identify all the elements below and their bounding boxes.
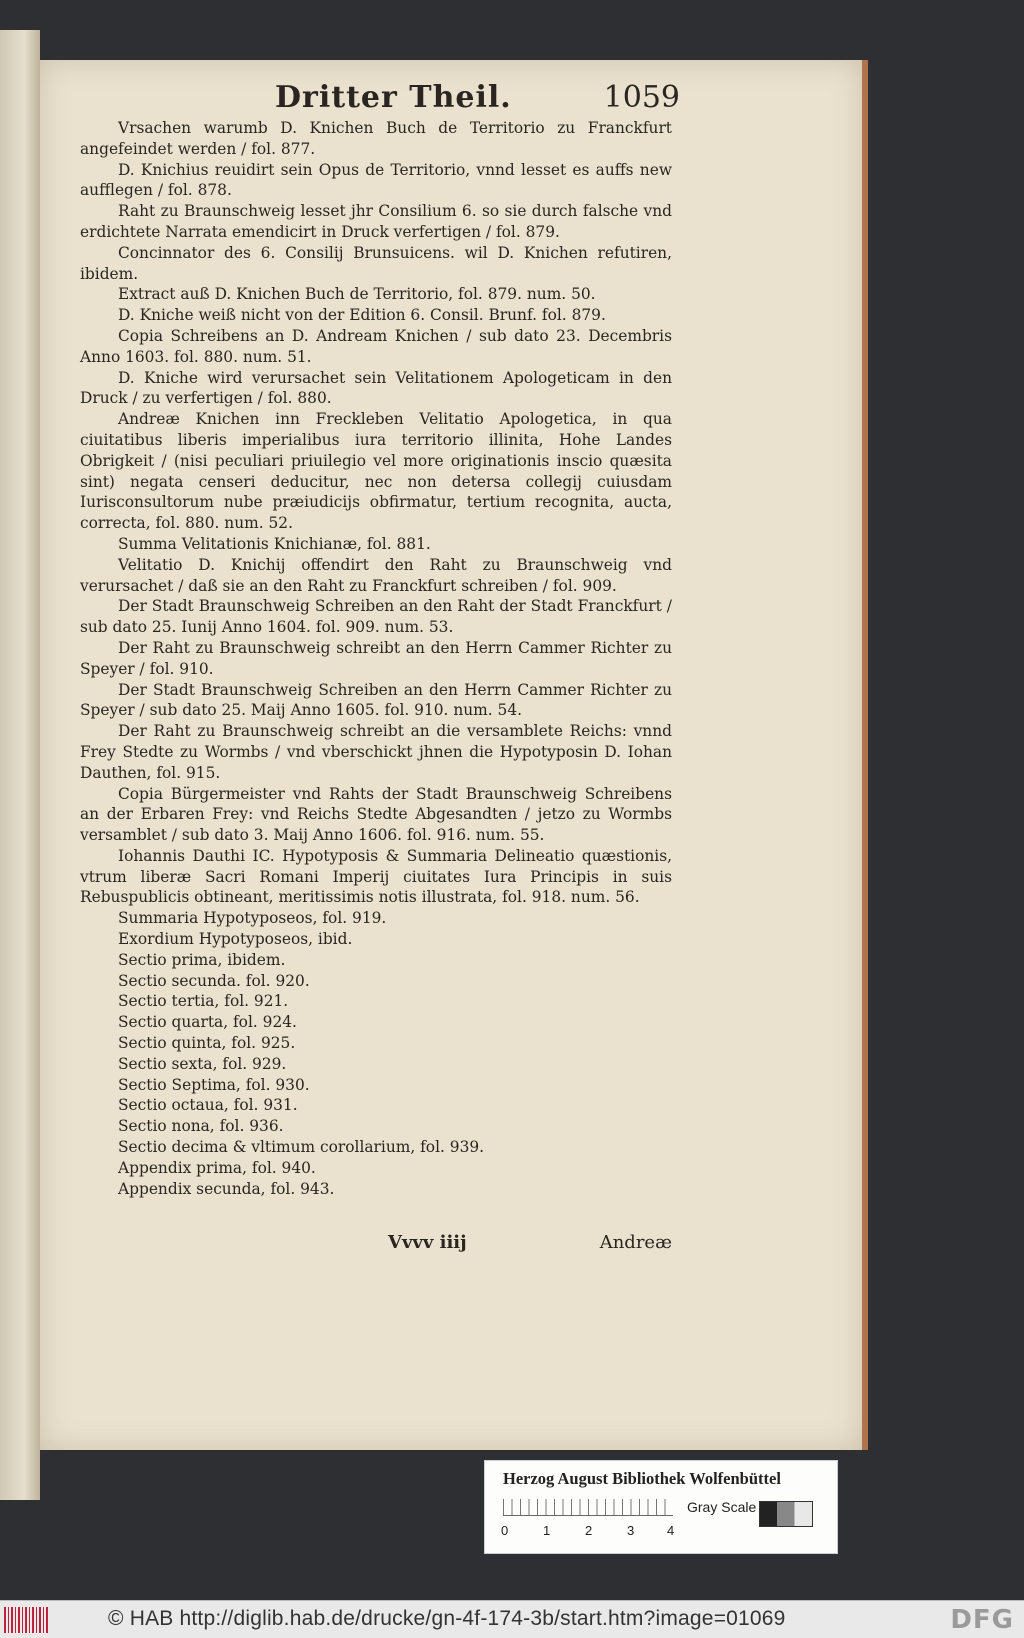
- index-entry: Iohannis Dauthi IC. Hypotyposis & Summaria Delineatio quæstionis, vtrum liberæ Sacri Romani Imperij ciuitates Iura Principis in suis Rebuspublicis obtineant, meritissimis notis illustrata, fol. 918. num. 56.: [80, 846, 672, 907]
- left-page-edge: [0, 30, 40, 1500]
- index-entry: Sectio quarta, fol. 924.: [118, 1013, 297, 1032]
- index-entry: Velitatio D. Knichij offendirt den Raht zu Braunschweig vnd verursachet / daß sie an den Raht zu Franckfurt schreiben / fol. 909.: [80, 555, 672, 595]
- barcode-icon: [4, 1607, 48, 1633]
- index-entry: D. Kniche weiß nicht von der Edition 6. Consil. Brunf. fol. 879.: [118, 306, 606, 325]
- ruler-label: 1: [543, 1523, 551, 1538]
- index-entry: Sectio secunda. fol. 920.: [118, 971, 310, 990]
- catchword: Andreæ: [599, 1232, 672, 1253]
- index-entry: D. Kniche wird verursachet sein Velitationem Apologeticam in den Druck / zu verfertigen / fol. 880.: [80, 368, 672, 408]
- index-entry: Copia Bürgermeister vnd Rahts der Stadt Braunschweig Schreibens an der Erbaren Frey: vnd Reichs Stedte Abgesandten / jetzo zu Wormbs versamblet / sub dato 3. Maij Anno 1606. fol. 916. num. 55.: [80, 784, 672, 845]
- index-entry: Raht zu Braunschweig lesset jhr Consilium 6. so sie durch falsche vnd erdichtete Narrata emendicirt in Druck verfertigen / fol. 879.: [80, 202, 672, 241]
- index-entry: Andreæ Knichen inn Freckleben Velitatio Apologetica, in qua ciuitatibus liberis imperialibus iura territorio illinita, Hohe Landes Obrigkeit / (nisi peculiari priuilegio vel more originationis inscio quæsita sint) negata censeri deducitur, nec non detersa collegij cuiusdam Iurisconsultorum nube præiudicijs obfirmatur, tertium recognita, aucta, correcta, fol. 880. num. 52.: [80, 410, 672, 533]
- index-entry: D. Knichius reuidirt sein Opus de Territorio, vnnd lesset es auffs new aufflegen / fol. 878.: [80, 160, 672, 200]
- index-entry: Sectio tertia, fol. 921.: [118, 992, 289, 1011]
- source-credit-link[interactable]: © HAB http://diglib.hab.de/drucke/gn-4f-174-3b/start.htm?image=01069: [108, 1607, 786, 1630]
- page-footer: [80, 1232, 672, 1258]
- index-entry: Summaria Hypotyposeos, fol. 919.: [118, 909, 387, 928]
- library-name: Herzog August Bibliothek Wolfenbüttel: [503, 1469, 781, 1488]
- index-entry: Vrsachen warumb D. Knichen Buch de Territorio zu Franckfurt angefeindet werden / fol. 877.: [80, 119, 672, 158]
- index-entry: Der Stadt Braunschweig Schreiben an den Herrn Cammer Richter zu Speyer / sub dato 25. Maij Anno 1605. fol. 910. num. 54.: [80, 680, 672, 720]
- gray-scale-swatch: [759, 1501, 813, 1527]
- index-entry: Concinnator des 6. Consilij Brunsuicens. wil D. Knichen refutiren, ibidem.: [80, 243, 672, 283]
- index-entry: Sectio sexta, fol. 929.: [118, 1054, 287, 1073]
- scale-ruler: [503, 1499, 673, 1516]
- index-entry: Exordium Hypotyposeos, ibid.: [118, 930, 353, 949]
- index-entry: Sectio Septima, fol. 930.: [118, 1075, 310, 1094]
- ruler-label: 4: [667, 1523, 675, 1538]
- index-entry: Der Stadt Braunschweig Schreiben an den Raht der Stadt Franckfurt / sub dato 25. Iunij Anno 1604. fol. 909. num. 53.: [80, 597, 672, 637]
- index-entry: Appendix prima, fol. 940.: [118, 1158, 316, 1177]
- index-entry: Sectio nona, fol. 936.: [118, 1117, 284, 1136]
- footer-bar: [0, 1600, 1024, 1638]
- page-header: [120, 80, 680, 116]
- index-entry: Sectio decima & vltimum corollarium, fol. 939.: [118, 1138, 485, 1157]
- index-entry: Sectio quinta, fol. 925.: [118, 1034, 296, 1053]
- index-entry: Appendix secunda, fol. 943.: [118, 1179, 335, 1198]
- index-entry: Sectio prima, ibidem.: [118, 950, 286, 969]
- dfg-logo: DFG: [950, 1605, 1014, 1635]
- page-number: 1059: [603, 80, 680, 115]
- index-entry: Der Raht zu Braunschweig schreibt an den Herrn Cammer Richter zu Speyer / fol. 910.: [80, 638, 672, 678]
- ruler-label: 0: [501, 1523, 509, 1538]
- ruler-label: 3: [627, 1523, 635, 1538]
- color-reference-card: [484, 1460, 838, 1554]
- index-entry: Sectio octaua, fol. 931.: [118, 1096, 298, 1115]
- index-entry: Summa Velitationis Knichianæ, fol. 881.: [118, 534, 431, 553]
- gray-scale-label: Gray Scale: [687, 1499, 757, 1515]
- running-title: Dritter Theil.: [275, 80, 512, 115]
- index-entries: [80, 118, 672, 1199]
- signature-mark: Vvvv iiij: [388, 1232, 467, 1253]
- ruler-label: 2: [585, 1523, 593, 1538]
- index-entry: Extract auß D. Knichen Buch de Territorio, fol. 879. num. 50.: [118, 285, 596, 304]
- index-entry: Copia Schreibens an D. Andream Knichen / sub dato 23. Decembris Anno 1603. fol. 880. num. 51.: [80, 326, 672, 366]
- index-entry: Der Raht zu Braunschweig schreibt an die versamblete Reichs: vnnd Frey Stedte zu Wormbs / vnd vberschickt jhnen die Hypotyposin D. Iohan Dauthen, fol. 915.: [80, 722, 672, 782]
